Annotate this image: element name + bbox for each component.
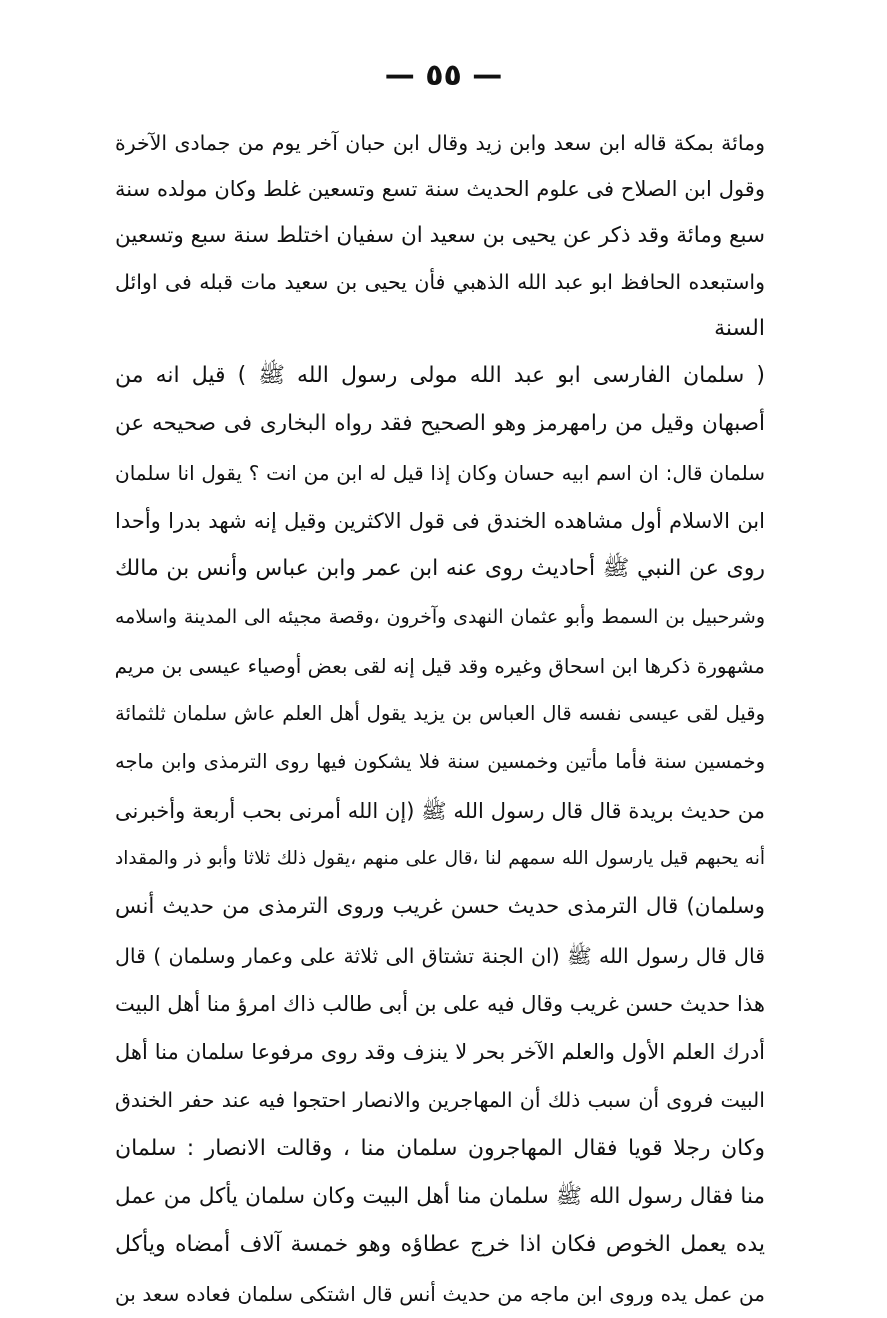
text-line: وقول ابن الصلاح فى علوم الحديث سنة تسع وتسعين غلط وكان مولده سنة [115,177,765,202]
text-line: ومائة بمكة قاله ابن سعد وابن زيد وقال ابن حبان آخر يوم من جمادى الآخرة [115,131,765,155]
text-line: وسلمان) قال الترمذى حديث حسن غريب وروى الترمذى من حديث أنس [115,894,765,920]
page-number: — ٥٥ — [384,58,503,93]
text-line: أنه يحبهم قيل يارسول الله سمهم لنا ،قال على منهم ،يقول ذلك ثلاثا وأبو ذر والمقداد [115,847,765,869]
paragraph-2 [115,352,765,1318]
text-line: أدرك العلم الأول والعلم الآخر بحر لا ينزف وقد روى مرفوعا سلمان منا أهل [115,1040,765,1065]
text-line: وشرحبيل بن السمط وأبو عثمان النهدى وآخرون ،وقصة مجيئه الى المدينة واسلامه [115,606,765,629]
text-line: هذا حديث حسن غريب وقال فيه على بن أبى طالب ذاك امرؤ منا أهل البيت [115,991,765,1016]
text-line: سلمان قال: ان اسم ابيه حسان وكان إذا قيل له ابن من انت ؟ يقول انا سلمان [115,460,765,485]
text-line: وكان رجلا قويا فقال المهاجرون سلمان منا ، وقالت الانصار : سلمان [115,1135,765,1161]
text-line: روى عن النبي ﷺ أحاديث روى عنه ابن عمر وابن عباس وأنس بن مالك [115,556,765,582]
text-line: قال قال رسول الله ﷺ (ان الجنة تشتاق الى ثلاثة على وعمار وسلمان ) قال [115,943,765,968]
text-line: مشهورة ذكرها ابن اسحاق وغيره وقد قيل إنه لقى بعض أوصياء عيسى بن مريم [115,653,765,678]
text-line: سبع ومائة وقد ذكر عن يحيى بن سعيد ان سفيان اختلط سنة سبع وتسعين [115,222,765,248]
text-line: من عمل يده وروى ابن ماجه من حديث أنس قال اشتكى سلمان فعاده سعد بن [115,1281,765,1306]
text-line: وخمسين سنة فأما مأتين وخمسين سنة فلا يشكون فيها روى الترمذى وابن ماجه [115,750,765,774]
text-line: السنة [714,315,765,341]
text-line: ابن الاسلام أول مشاهده الخندق فى قول الاكثرين وقيل إنه شهد بدرا وأحدا [115,508,765,533]
text-line: البيت فروى أن سبب ذلك أن المهاجرين والانصار احتجوا فيه عند حفر الخندق [115,1088,765,1113]
text-line: أصبهان وقيل من رامهرمز وهو الصحيح فقد رواه البخارى فى صحيحه عن [115,411,765,437]
text-line: ( سلمان الفارسى ابو عبد الله مولى رسول الله ﷺ ) قيل انه من [115,363,765,388]
text-line: منا فقال رسول الله ﷺ سلمان منا أهل البيت وكان سلمان يأكل من عمل [115,1184,765,1210]
text-line: يده يعمل الخوص فكان اذا خرج عطاؤه وهو خمسة آلاف أمضاه ويأكل [115,1232,765,1258]
paragraph-1 [115,120,765,352]
text-line: وقيل لقى عيسى نفسه قال العباس بن يزيد يقول أهل العلم عاش سلمان ثلثمائة [115,702,765,726]
text-line: واستبعده الحافظ ابو عبد الله الذهبي فأن يحيى بن سعيد مات قبله فى اوائل [115,270,765,295]
text-line: من حديث بريدة قال قال رسول الله ﷺ (إن الله أمرنى بحب أربعة وأخبرنى [115,798,765,823]
